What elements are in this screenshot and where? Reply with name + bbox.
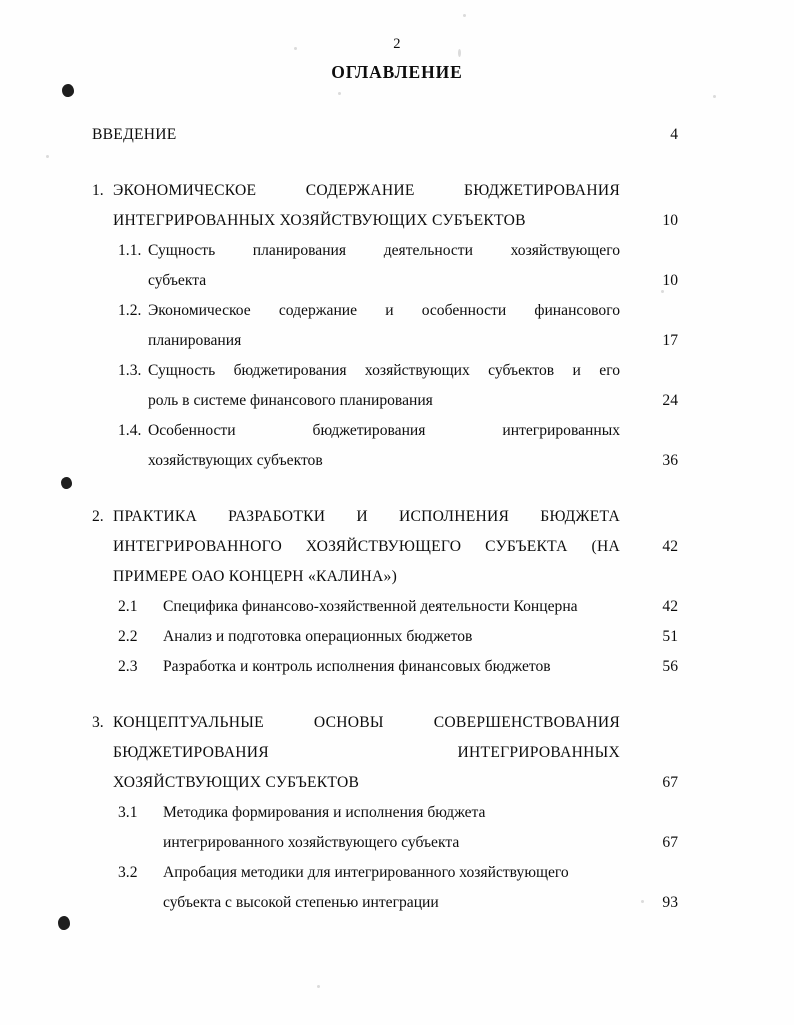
table-of-contents [92, 120, 678, 918]
toc-entry-page: 56 [662, 658, 678, 675]
toc-chapter-title-line: ХОЗЯЙСТВУЮЩИХ СУБЪЕКТОВ [113, 774, 360, 791]
toc-entry-page: 67 [662, 834, 678, 851]
toc-entry-section-1-2[interactable] [92, 296, 678, 356]
toc-line [92, 416, 678, 446]
spacer [92, 150, 678, 176]
toc-entry-section-3-2[interactable] [92, 858, 678, 918]
scan-artifact-dot [58, 916, 70, 930]
scan-speck [463, 14, 466, 17]
toc-chapter-title-line: ИНТЕГРИРОВАННОГО ХОЗЯЙСТВУЮЩЕГО СУБЪЕКТА (НА [113, 538, 620, 555]
toc-line [92, 120, 678, 150]
toc-entry-page: 4 [670, 126, 678, 143]
toc-chapter-number: 1. [92, 182, 104, 199]
scan-speck [317, 985, 320, 988]
toc-line [92, 622, 678, 652]
toc-entry-page: 36 [662, 452, 678, 469]
page-folio-number: 2 [393, 36, 401, 52]
toc-line [92, 652, 678, 682]
toc-chapter-title-line: ПРИМЕРЕ ОАО КОНЦЕРН «КАЛИНА») [113, 568, 398, 585]
toc-section-title-line: Специфика финансово-хозяйственной деятельности Концерна [163, 598, 578, 615]
toc-line [92, 326, 678, 356]
toc-section-title-line: субъекта [148, 272, 207, 289]
toc-entry-section-2-2[interactable] [92, 622, 678, 652]
toc-entry-page: 42 [662, 538, 678, 555]
toc-line [92, 562, 678, 592]
toc-chapter-title-line: ИНТЕГРИРОВАННЫХ ХОЗЯЙСТВУЮЩИХ СУБЪЕКТОВ [113, 212, 526, 229]
toc-section-number: 1.2. [118, 302, 142, 319]
toc-line [92, 532, 678, 562]
toc-section-title-line: Анализ и подготовка операционных бюджетов [163, 628, 473, 645]
toc-line [92, 446, 678, 476]
toc-entry-page: 24 [662, 392, 678, 409]
toc-section-number: 2.1 [118, 598, 138, 615]
toc-entry-page: 67 [662, 774, 678, 791]
toc-line [92, 708, 678, 738]
spacer [92, 476, 678, 502]
toc-section-number: 1.1. [118, 242, 142, 259]
toc-section-title-line: планирования [148, 332, 242, 349]
toc-chapter-number: 2. [92, 508, 104, 525]
toc-section-title-line: Сущность бюджетирования хозяйствующих субъектов и его [148, 362, 620, 379]
toc-line [92, 206, 678, 236]
toc-line [92, 858, 678, 888]
toc-line [92, 738, 678, 768]
toc-entry-label: ВВЕДЕНИЕ [92, 126, 177, 143]
toc-line [92, 798, 678, 828]
toc-section-number: 3.1 [118, 804, 138, 821]
toc-entry-section-2-1[interactable] [92, 592, 678, 622]
toc-entry-section-1-1[interactable] [92, 236, 678, 296]
toc-line [92, 296, 678, 326]
scan-artifact-dot [61, 477, 72, 489]
toc-section-title-line: Сущность планирования деятельности хозяйствующего [148, 242, 620, 259]
spacer [92, 682, 678, 708]
toc-section-number: 3.2 [118, 864, 138, 881]
toc-section-number: 2.2 [118, 628, 138, 645]
toc-section-title-line: Особенности бюджетирования интегрированных [148, 422, 620, 439]
toc-line [92, 236, 678, 266]
toc-chapter-title-line: КОНЦЕПТУАЛЬНЫЕ ОСНОВЫ СОВЕРШЕНСТВОВАНИЯ [113, 714, 620, 731]
scan-speck [713, 95, 716, 98]
toc-section-number: 2.3 [118, 658, 138, 675]
toc-line [92, 266, 678, 296]
toc-line [92, 356, 678, 386]
toc-chapter-title-line: БЮДЖЕТИРОВАНИЯ ИНТЕГРИРОВАННЫХ [113, 744, 620, 761]
toc-line [92, 768, 678, 798]
toc-entry-section-1-3[interactable] [92, 356, 678, 416]
toc-entry-section-3-1[interactable] [92, 798, 678, 858]
scan-artifact-dot [62, 84, 74, 97]
toc-entry-page: 51 [662, 628, 678, 645]
toc-line [92, 828, 678, 858]
toc-section-number: 1.3. [118, 362, 142, 379]
toc-entry-chapter-2[interactable] [92, 502, 678, 592]
toc-chapter-number: 3. [92, 714, 104, 731]
toc-line [92, 502, 678, 532]
toc-section-title-line: интегрированного хозяйствующего субъекта [163, 834, 460, 851]
toc-chapter-title-line: ЭКОНОМИЧЕСКОЕ СОДЕРЖАНИЕ БЮДЖЕТИРОВАНИЯ [113, 182, 620, 199]
page-title: ОГЛАВЛЕНИЕ [331, 62, 463, 82]
toc-entry-page: 10 [662, 272, 678, 289]
toc-entry-page: 93 [662, 894, 678, 911]
toc-section-title-line: Методика формирования и исполнения бюджета [163, 804, 486, 821]
toc-chapter-title-line: ПРАКТИКА РАЗРАБОТКИ И ИСПОЛНЕНИЯ БЮДЖЕТА [113, 508, 620, 525]
toc-line [92, 592, 678, 622]
toc-entry-chapter-1[interactable] [92, 176, 678, 236]
toc-section-title-line: роль в системе финансового планирования [148, 392, 433, 409]
toc-section-title-line: субъекта с высокой степенью интеграции [163, 894, 439, 911]
toc-entry-chapter-3[interactable] [92, 708, 678, 798]
toc-entry-section-1-4[interactable] [92, 416, 678, 476]
toc-section-title-line: Апробация методики для интегрированного хозяйствующего [163, 864, 569, 881]
toc-section-title-line: Экономическое содержание и особенности финансового [148, 302, 620, 319]
toc-section-number: 1.4. [118, 422, 142, 439]
toc-entry-page: 42 [662, 598, 678, 615]
scan-speck [46, 155, 49, 158]
scan-speck [338, 92, 341, 95]
toc-line [92, 386, 678, 416]
toc-line [92, 888, 678, 918]
toc-entry-section-2-3[interactable] [92, 652, 678, 682]
toc-section-title-line: хозяйствующих субъектов [148, 452, 323, 469]
toc-section-title-line: Разработка и контроль исполнения финансовых бюджетов [163, 658, 551, 675]
toc-entry-introduction[interactable] [92, 120, 678, 150]
toc-entry-page: 17 [662, 332, 678, 349]
toc-entry-page: 10 [662, 212, 678, 229]
toc-line [92, 176, 678, 206]
